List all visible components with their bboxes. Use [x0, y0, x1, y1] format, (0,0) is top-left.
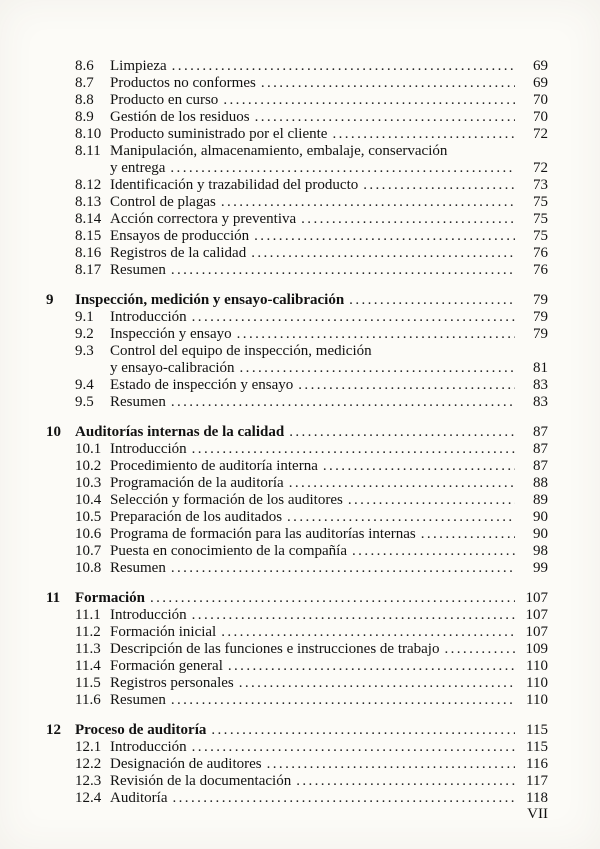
entry-body [110, 543, 548, 560]
toc-chapter-entry [46, 292, 548, 309]
dot-leader [296, 773, 515, 790]
toc-sub-entry [46, 458, 548, 475]
toc-sub-entry [46, 560, 548, 577]
entry-number: 10.8 [75, 560, 102, 576]
entry-title-continuation: y ensayo-calibración [110, 360, 235, 376]
entry-number: 8.15 [75, 228, 102, 244]
entry-body [110, 228, 548, 245]
toc-sub-entry [46, 441, 548, 458]
toc-group [46, 590, 548, 709]
dot-leader [211, 722, 515, 739]
dot-leader [171, 560, 515, 577]
entry-title: Introducción [110, 739, 187, 755]
entry-body [110, 790, 548, 807]
toc-sub-entry [46, 343, 548, 377]
dot-leader [221, 194, 515, 211]
dot-leader [228, 658, 515, 675]
entry-number: 10.1 [75, 441, 102, 457]
entry-line [110, 756, 548, 773]
dot-leader [171, 394, 515, 411]
entry-page-number: 72 [533, 160, 548, 176]
entry-line [110, 245, 548, 262]
entry-body [75, 590, 548, 607]
entry-title: Producto suministrado por el cliente [110, 126, 328, 142]
toc-sub-entry [46, 607, 548, 624]
toc-chapter-entry [46, 590, 548, 607]
entry-title-continuation: y entrega [110, 160, 166, 176]
entry-body [110, 194, 548, 211]
entry-line [110, 377, 548, 394]
entry-line [110, 92, 548, 109]
toc-sub-entry [46, 394, 548, 411]
entry-title: Selección y formación de los auditores [110, 492, 343, 508]
entry-body [110, 526, 548, 543]
toc-sub-entry [46, 194, 548, 211]
entry-title: Programa de formación para las auditorías internas [110, 526, 416, 542]
entry-title: Ensayos de producción [110, 228, 250, 244]
entry-number: 11.1 [75, 607, 101, 623]
toc-sub-entry [46, 692, 548, 709]
entry-number: 10.4 [75, 492, 102, 508]
entry-body [75, 292, 548, 309]
entry-title: Identificación y trazabilidad del producto [110, 177, 359, 193]
page-number: VII [527, 806, 548, 822]
entry-page-number: 87 [533, 424, 548, 440]
dot-leader [444, 641, 515, 658]
entry-page-number: 115 [526, 722, 548, 738]
toc-sub-entry [46, 641, 548, 658]
entry-line [110, 126, 548, 143]
entry-page-number: 107 [525, 607, 548, 623]
entry-page-number: 89 [533, 492, 548, 508]
entry-title: Registros de la calidad [110, 245, 247, 261]
entry-number: 10 [46, 424, 61, 440]
entry-line [75, 722, 548, 739]
entry-number: 8.16 [75, 245, 102, 261]
entry-number: 8.6 [75, 58, 94, 74]
entry-number: 10.7 [75, 543, 102, 559]
entry-number: 11.5 [75, 675, 101, 691]
entry-line [110, 211, 548, 228]
page-footer [527, 806, 548, 823]
entry-title: Preparación de los auditados [110, 509, 283, 525]
toc-sub-entry [46, 309, 548, 326]
entry-number: 12.2 [75, 756, 102, 772]
entry-body [110, 394, 548, 411]
entry-number: 12.3 [75, 773, 102, 789]
entry-title: Auditorías internas de la calidad [75, 424, 285, 440]
entry-body [110, 109, 548, 126]
entry-continuation-line [110, 360, 548, 377]
dot-leader [192, 739, 515, 756]
entry-number: 9.4 [75, 377, 94, 393]
entry-title: Estado de inspección y ensayo [110, 377, 294, 393]
dot-leader [298, 377, 515, 394]
toc-sub-entry [46, 739, 548, 756]
dot-leader [171, 692, 515, 709]
toc-group [46, 424, 548, 577]
entry-page-number: 110 [526, 675, 548, 691]
dot-leader [261, 75, 515, 92]
entry-page-number: 72 [533, 126, 548, 142]
entry-title: Introducción [110, 309, 187, 325]
entry-line [110, 543, 548, 560]
entry-title: Proceso de auditoría [75, 722, 207, 738]
entry-number: 11 [46, 590, 61, 606]
dot-leader [150, 590, 515, 607]
toc-chapter-entry [46, 424, 548, 441]
entry-line [110, 194, 548, 211]
entry-title: Formación inicial [110, 624, 217, 640]
entry-title: Resumen [110, 262, 166, 278]
dot-leader [348, 492, 515, 509]
dot-leader [237, 326, 515, 343]
entry-page-number: 87 [533, 441, 548, 457]
dot-leader [192, 607, 515, 624]
entry-body [110, 377, 548, 394]
entry-body [110, 492, 548, 509]
entry-title: Procedimiento de auditoría interna [110, 458, 318, 474]
entry-page-number: 87 [533, 458, 548, 474]
entry-page-number: 83 [533, 394, 548, 410]
dot-leader [301, 211, 515, 228]
dot-leader [240, 360, 515, 377]
entry-page-number: 76 [533, 245, 548, 261]
toc-sub-entry [46, 228, 548, 245]
entry-number: 8.14 [75, 211, 102, 227]
entry-number: 12.1 [75, 739, 102, 755]
entry-title: Formación [75, 590, 145, 606]
entry-page-number: 75 [533, 228, 548, 244]
entry-title: Introducción [110, 607, 187, 623]
dot-leader [192, 441, 515, 458]
entry-body [110, 245, 548, 262]
entry-page-number: 107 [525, 624, 548, 640]
entry-page-number: 79 [533, 309, 548, 325]
entry-page-number: 115 [526, 739, 548, 755]
toc-sub-entry [46, 126, 548, 143]
entry-title: Producto en curso [110, 92, 219, 108]
entry-title: Auditoría [110, 790, 168, 806]
entry-number: 8.12 [75, 177, 102, 193]
entry-body [110, 624, 548, 641]
entry-page-number: 79 [533, 326, 548, 342]
entry-title: Resumen [110, 560, 166, 576]
entry-number: 8.13 [75, 194, 102, 210]
dot-leader [171, 262, 515, 279]
entry-page-number: 79 [533, 292, 548, 308]
dot-leader [223, 92, 515, 109]
entry-title: Manipulación, almacenamiento, embalaje, conservación [110, 143, 448, 159]
entry-number: 8.17 [75, 262, 102, 278]
entry-title: Introducción [110, 441, 187, 457]
dot-leader [421, 526, 515, 543]
entry-body [110, 262, 548, 279]
entry-page-number: 90 [533, 509, 548, 525]
entry-page-number: 83 [533, 377, 548, 393]
entry-page-number: 88 [533, 475, 548, 491]
entry-line [75, 590, 548, 607]
entry-body [110, 560, 548, 577]
toc-sub-entry [46, 509, 548, 526]
toc-sub-entry [46, 475, 548, 492]
entry-body [110, 607, 548, 624]
toc-sub-entry [46, 675, 548, 692]
entry-body [110, 475, 548, 492]
entry-title: Registros personales [110, 675, 234, 691]
entry-line [110, 773, 548, 790]
entry-page-number: 107 [525, 590, 548, 606]
toc-sub-entry [46, 377, 548, 394]
toc-group [46, 58, 548, 279]
entry-page-number: 76 [533, 262, 548, 278]
entry-body [110, 509, 548, 526]
entry-line [110, 658, 548, 675]
entry-line [110, 624, 548, 641]
entry-line [75, 424, 548, 441]
toc-group [46, 722, 548, 807]
entry-page-number: 98 [533, 543, 548, 559]
entry-body [110, 92, 548, 109]
entry-number: 8.11 [75, 143, 101, 159]
entry-line [110, 475, 548, 492]
toc-sub-entry [46, 492, 548, 509]
entry-number: 12 [46, 722, 61, 738]
dot-leader [323, 458, 515, 475]
entry-number: 9 [46, 292, 54, 308]
entry-title: Inspección y ensayo [110, 326, 232, 342]
dot-leader [332, 126, 515, 143]
dot-leader [239, 675, 515, 692]
entry-line [75, 292, 548, 309]
entry-line [110, 394, 548, 411]
entry-page-number: 75 [533, 194, 548, 210]
entry-title: Puesta en conocimiento de la compañía [110, 543, 348, 559]
entry-page-number: 75 [533, 211, 548, 227]
entry-line [110, 458, 548, 475]
entry-page-number: 110 [526, 692, 548, 708]
toc-sub-entry [46, 790, 548, 807]
entry-title: Designación de auditores [110, 756, 262, 772]
entry-page-number: 70 [533, 109, 548, 125]
toc-sub-entry [46, 756, 548, 773]
entry-body [110, 143, 548, 177]
entry-line [110, 109, 548, 126]
entry-title: Acción correctora y preventiva [110, 211, 297, 227]
entry-page-number: 69 [533, 75, 548, 91]
entry-title: Control del equipo de inspección, medición [110, 343, 372, 359]
entry-body [110, 739, 548, 756]
entry-body [110, 309, 548, 326]
entry-title: Programación de la auditoría [110, 475, 284, 491]
entry-title: Descripción de las funciones e instrucciones de trabajo [110, 641, 440, 657]
entry-number: 8.9 [75, 109, 94, 125]
entry-continuation-line [110, 160, 548, 177]
entry-line [110, 441, 548, 458]
entry-line [110, 58, 548, 75]
entry-number: 10.5 [75, 509, 102, 525]
dot-leader [170, 160, 515, 177]
toc-sub-entry [46, 211, 548, 228]
entry-line [110, 177, 548, 194]
entry-body [110, 658, 548, 675]
toc-sub-entry [46, 75, 548, 92]
entry-number: 10.3 [75, 475, 102, 491]
entry-page-number: 118 [526, 790, 548, 806]
entry-line [110, 262, 548, 279]
entry-page-number: 90 [533, 526, 548, 542]
toc-group [46, 292, 548, 411]
toc-sub-entry [46, 262, 548, 279]
entry-body [110, 75, 548, 92]
toc-sub-entry [46, 92, 548, 109]
entry-page-number: 116 [526, 756, 548, 772]
entry-number: 8.8 [75, 92, 94, 108]
entry-number: 9.2 [75, 326, 94, 342]
entry-number: 11.3 [75, 641, 101, 657]
toc-sub-entry [46, 245, 548, 262]
dot-leader [255, 109, 515, 126]
entry-page-number: 99 [533, 560, 548, 576]
toc-sub-entry [46, 326, 548, 343]
entry-line [110, 492, 548, 509]
entry-title: Revisión de la documentación [110, 773, 292, 789]
entry-body [75, 424, 548, 441]
toc-sub-entry [46, 177, 548, 194]
dot-leader [221, 624, 515, 641]
entry-page-number: 109 [525, 641, 548, 657]
entry-number: 12.4 [75, 790, 102, 806]
entry-line [110, 560, 548, 577]
entry-number: 10.2 [75, 458, 102, 474]
dot-leader [192, 309, 515, 326]
entry-line [110, 692, 548, 709]
entry-body [110, 326, 548, 343]
dot-leader [289, 475, 515, 492]
entry-line [110, 326, 548, 343]
entry-title: Resumen [110, 394, 166, 410]
toc-sub-entry [46, 109, 548, 126]
toc-list [46, 58, 548, 807]
entry-title: Inspección, medición y ensayo-calibración [75, 292, 345, 308]
entry-number: 11.6 [75, 692, 101, 708]
dot-leader [289, 424, 515, 441]
toc-sub-entry [46, 658, 548, 675]
entry-page-number: 110 [526, 658, 548, 674]
entry-line [110, 309, 548, 326]
entry-page-number: 81 [533, 360, 548, 376]
entry-number: 8.7 [75, 75, 94, 91]
entry-body [110, 441, 548, 458]
dot-leader [267, 756, 515, 773]
entry-body [110, 211, 548, 228]
entry-number: 9.5 [75, 394, 94, 410]
entry-body [110, 641, 548, 658]
toc-sub-entry [46, 143, 548, 177]
entry-line [110, 509, 548, 526]
entry-number: 9.3 [75, 343, 94, 359]
toc-sub-entry [46, 543, 548, 560]
toc-sub-entry [46, 58, 548, 75]
entry-title: Limpieza [110, 58, 167, 74]
dot-leader [287, 509, 515, 526]
dot-leader [172, 58, 515, 75]
dot-leader [349, 292, 515, 309]
entry-body [75, 722, 548, 739]
entry-body [110, 126, 548, 143]
toc-sub-entry [46, 526, 548, 543]
entry-page-number: 70 [533, 92, 548, 108]
entry-body [110, 58, 548, 75]
entry-title: Formación general [110, 658, 223, 674]
entry-body [110, 343, 548, 377]
entry-number: 11.2 [75, 624, 101, 640]
entry-title: Productos no conformes [110, 75, 256, 91]
entry-number: 10.6 [75, 526, 102, 542]
entry-page-number: 73 [533, 177, 548, 193]
entry-page-number: 117 [526, 773, 548, 789]
entry-body [110, 692, 548, 709]
entry-line [110, 739, 548, 756]
entry-body [110, 458, 548, 475]
entry-line [110, 675, 548, 692]
entry-line [110, 228, 548, 245]
entry-line [110, 607, 548, 624]
entry-body [110, 773, 548, 790]
toc-sub-entry [46, 624, 548, 641]
entry-body [110, 675, 548, 692]
entry-line [110, 75, 548, 92]
toc-chapter-entry [46, 722, 548, 739]
toc-sub-entry [46, 773, 548, 790]
entry-title: Control de plagas [110, 194, 216, 210]
dot-leader [254, 228, 515, 245]
entry-body [110, 756, 548, 773]
dot-leader [173, 790, 516, 807]
entry-body [110, 177, 548, 194]
dot-leader [363, 177, 515, 194]
entry-page-number: 69 [533, 58, 548, 74]
entry-title: Resumen [110, 692, 166, 708]
entry-line [110, 641, 548, 658]
entry-number: 11.4 [75, 658, 101, 674]
dot-leader [352, 543, 515, 560]
entry-number: 8.10 [75, 126, 102, 142]
entry-line [110, 790, 548, 807]
entry-number: 9.1 [75, 309, 94, 325]
entry-line [110, 526, 548, 543]
dot-leader [251, 245, 515, 262]
entry-title: Gestión de los residuos [110, 109, 250, 125]
